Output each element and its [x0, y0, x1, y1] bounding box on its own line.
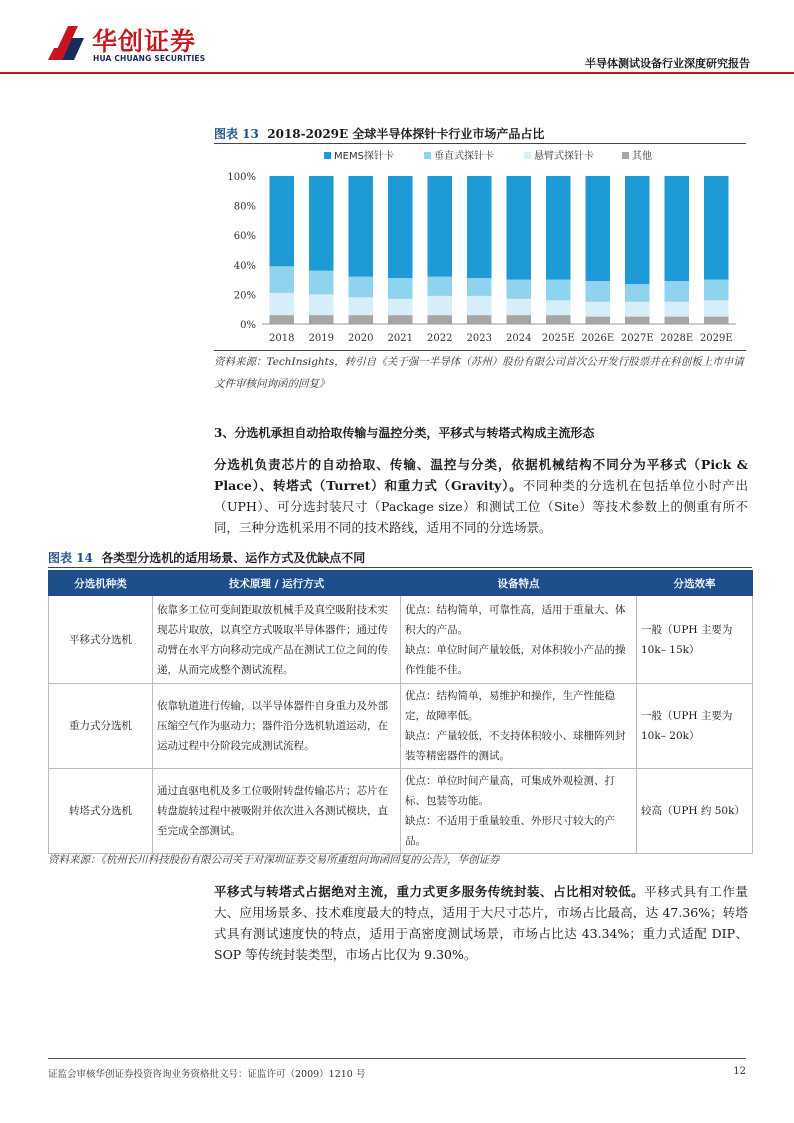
bar-segment — [309, 315, 333, 324]
bar-segment — [507, 299, 531, 315]
figure13-caption — [214, 125, 544, 142]
x-tick-label: 2021 — [387, 333, 413, 344]
figure13-title: 2018-2029E 全球半导体探针卡行业市场产品占比 — [267, 127, 545, 141]
bar-segment — [586, 281, 610, 302]
y-tick-label: 60% — [233, 231, 256, 243]
efficiency-cell: 较高（UPH 约 50k） — [637, 769, 753, 854]
bar-segment — [428, 315, 452, 324]
header-type: 分选机种类 — [49, 571, 153, 596]
table-row — [49, 596, 753, 684]
bar-segment — [704, 300, 728, 316]
legend-swatch-1 — [424, 152, 431, 159]
bar-segment — [507, 176, 531, 280]
bar-segment — [586, 176, 610, 281]
features-cell: 优点：结构简单，易维护和操作，生产性能稳定，故障率低。 缺点：产量较低，不支持体积较小、球栅阵列封装等精密器件的测试。 — [401, 684, 637, 769]
figure13-source: 资料来源：TechInsights，转引自《关于强一半导体（苏州）股份有限公司首次公开发行股票并在科创板上市申请文件审核问询函的回复》 — [214, 356, 744, 390]
table-header-row — [49, 571, 753, 596]
legend-swatch-3 — [622, 152, 629, 159]
y-tick-label: 80% — [233, 201, 256, 213]
bar-segment — [467, 296, 491, 315]
bar-segment — [586, 302, 610, 317]
bar-segment — [507, 280, 531, 299]
company-logo-icon — [48, 22, 88, 64]
x-tick-label: 2023 — [466, 333, 492, 344]
header-divider — [0, 72, 794, 74]
bar-segment — [270, 176, 294, 266]
logo-chinese-text: 华创证券 — [92, 27, 197, 56]
bar-segment — [586, 317, 610, 324]
sorter-comparison-table — [48, 570, 753, 854]
page-number: 12 — [733, 1066, 746, 1077]
footer-divider — [48, 1058, 746, 1059]
principle-cell: 通过直驱电机及多工位吸附转盘传输芯片；芯片在转盘旋转过程中被吸附并依次进入各测试模块，直至完成全部测试。 — [153, 769, 401, 854]
chart-x-axis — [262, 324, 736, 344]
bar-segment — [309, 271, 333, 295]
paragraph-2-lead: 平移式与转塔式占据绝对主流，重力式更多服务传统封装、占比相对较低。 — [214, 884, 645, 899]
bar-segment — [546, 176, 570, 280]
probe-card-market-share-chart — [212, 148, 748, 348]
bar-segment — [546, 280, 570, 301]
chart-y-axis — [227, 172, 256, 331]
legend-label-1: 垂直式探针卡 — [434, 151, 494, 162]
bar-segment — [704, 317, 728, 324]
table-row — [49, 769, 753, 854]
bar-segment — [665, 317, 689, 324]
bar-segment — [665, 176, 689, 281]
principle-cell: 依靠轨道进行传输，以半导体器件自身重力及外部压缩空气作为驱动力；器件沿分选机轨道运动，在运动过程中分阶段完成测试流程。 — [153, 684, 401, 769]
bar-segment — [349, 176, 373, 277]
bar-segment — [665, 281, 689, 302]
y-tick-label: 20% — [233, 290, 256, 302]
bar-segment — [467, 278, 491, 296]
efficiency-cell: 一般（UPH 主要为 10k– 20k） — [637, 684, 753, 769]
bar-segment — [428, 176, 452, 277]
paragraph-1-body: 不同种类的分选机在包括单位小时产出（UPH）、可分选封装尺寸（Package size）和测试工位（Site）等技术参数上的侧重有所不同，三种分选机采用不同的技术路线，适用不同的分选场景。 — [214, 478, 748, 535]
legend-label-3: 其他 — [632, 151, 652, 162]
bar-segment — [309, 294, 333, 315]
bar-segment — [270, 315, 294, 324]
x-tick-label: 2022 — [427, 333, 453, 344]
x-tick-label: 2027E — [620, 333, 654, 344]
bar-segment — [704, 176, 728, 280]
features-cell: 优点：单位时间产量高，可集成外观检测、打标、包装等功能。 缺点：不适用于重量较重、外形尺寸较大的产品。 — [401, 769, 637, 854]
x-tick-label: 2026E — [581, 333, 615, 344]
bar-segment — [467, 315, 491, 324]
type-cell: 转塔式分选机 — [49, 769, 153, 854]
bar-segment — [349, 315, 373, 324]
bar-segment — [546, 315, 570, 324]
features-cell: 优点：结构简单，可靠性高，适用于重量大、体积大的产品。 缺点：单位时间产量较低，对体积较小产品的操作性能不佳。 — [401, 596, 637, 684]
x-tick-label: 2028E — [660, 333, 694, 344]
bar-segment — [625, 284, 649, 302]
bar-segment — [467, 176, 491, 278]
x-tick-label: 2020 — [348, 333, 374, 344]
legend-swatch-0 — [324, 152, 331, 159]
table-row — [49, 684, 753, 769]
x-tick-label: 2019 — [308, 333, 334, 344]
bar-segment — [428, 277, 452, 296]
y-tick-label: 40% — [233, 260, 256, 272]
section-heading: 3、分选机承担自动拾取传输与温控分类，平移式与转塔式构成主流形态 — [214, 426, 595, 440]
bar-segment — [665, 302, 689, 317]
type-cell: 重力式分选机 — [49, 684, 153, 769]
figure13-label: 图表 13 — [214, 127, 259, 141]
footer-license: 证监会审核华创证券投资咨询业务资格批文号：证监许可（2009）1210 号 — [48, 1069, 366, 1080]
bar-segment — [349, 297, 373, 315]
bar-segment — [507, 315, 531, 324]
bar-segment — [270, 293, 294, 315]
header-principle: 技术原理 / 运行方式 — [153, 571, 401, 596]
chart-bars — [270, 176, 729, 324]
section-paragraph-2 — [214, 881, 748, 965]
figure14-source: 资料来源：《杭州长川科技股份有限公司关于对深圳证券交易所重组问询函回复的公告》，华创证券 — [48, 854, 500, 866]
y-tick-label: 0% — [240, 320, 256, 331]
paragraph-1-lead: 分选机负责芯片的自动拾取、传输、温控与分类，依据机械结构不同分为平移式（Pick & Place）、转塔式（Turret）和重力式（Gravity）。 — [214, 457, 748, 493]
bar-segment — [388, 278, 412, 299]
header-features: 设备特点 — [401, 571, 637, 596]
bar-segment — [388, 176, 412, 278]
efficiency-cell: 一般（UPH 主要为 10k– 15k） — [637, 596, 753, 684]
legend-swatch-2 — [524, 152, 531, 159]
y-tick-label: 100% — [227, 172, 256, 183]
bar-segment — [309, 176, 333, 271]
report-title: 半导体测试设备行业深度研究报告 — [585, 57, 750, 70]
x-tick-label: 2018 — [269, 333, 295, 344]
bar-segment — [270, 266, 294, 293]
figure14-title: 各类型分选机的适用场景、运作方式及优缺点不同 — [101, 551, 366, 565]
bar-segment — [704, 280, 728, 301]
logo-english-text: HUA CHUANG SECURITIES — [93, 54, 206, 63]
x-tick-label: 2025E — [541, 333, 575, 344]
legend-label-0: MEMS探针卡 — [334, 151, 394, 162]
legend-label-2: 悬臂式探针卡 — [534, 151, 594, 162]
bar-segment — [625, 317, 649, 324]
bar-segment — [388, 299, 412, 315]
header-efficiency: 分选效率 — [637, 571, 753, 596]
x-tick-label: 2024 — [506, 333, 532, 344]
x-tick-label: 2029E — [699, 333, 733, 344]
type-cell: 平移式分选机 — [49, 596, 153, 684]
bar-segment — [349, 277, 373, 298]
chart-legend — [324, 149, 652, 162]
figure13-caption-rule — [214, 143, 746, 144]
section-paragraph-1 — [214, 454, 748, 538]
bar-segment — [546, 300, 570, 315]
paragraph-2-body: 平移式具有工作量大、应用场景多、技术难度最大的特点，适用于大尺寸芯片，市场占比最高，达 47.36%；转塔式具有测试速度快的特点，适用于高密度测试场景，市场占比达 43.34%；重力式适配 DIP、SOP 等传统封装类型，市场占比仅为 9.30%。 — [214, 884, 748, 962]
figure14-label: 图表 14 — [48, 551, 93, 565]
figure14-caption — [48, 549, 365, 566]
bar-segment — [625, 176, 649, 284]
principle-cell: 依靠多工位可变间距取放机械手及真空吸附技术实现芯片取放，以真空方式吸取半导体器件；通过传动臂在水平方向移动完成产品在测试工位之间的传递，从而完成整个测试流程。 — [153, 596, 401, 684]
bar-segment — [388, 315, 412, 324]
bar-segment — [428, 296, 452, 315]
figure14-caption-rule — [48, 567, 752, 568]
bar-segment — [625, 302, 649, 317]
